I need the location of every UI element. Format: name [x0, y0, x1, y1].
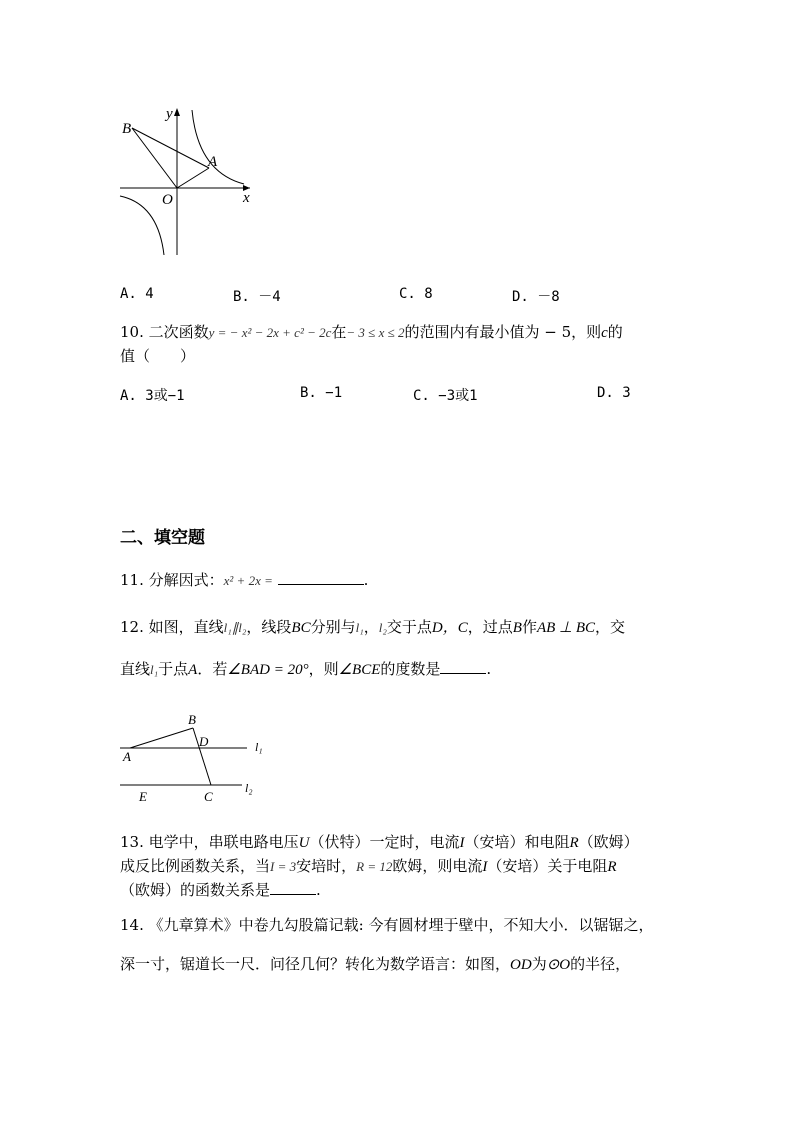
q14-stem-line1: 14. 《九章算术》中卷九勾股篇记载: 今有圆材埋于壁中，不知大小．以锯锯之，: [120, 916, 654, 934]
q14-segment-od: OD: [510, 957, 532, 973]
label-c: C: [204, 789, 213, 804]
q13-l3-a: （欧姆）的函数关系是: [120, 881, 271, 899]
q10-stem-line1: [120, 322, 623, 343]
q13-l2-var-r: R: [607, 859, 617, 875]
q10-range: − 3 ≤ x ≤ 2: [346, 325, 405, 340]
q12-text-b: 分别与: [310, 618, 356, 636]
label-a: A: [208, 154, 218, 170]
q12-l2-prefix: 直线: [120, 660, 151, 678]
q13-l2-c: 欧姆，则电流: [392, 857, 483, 875]
q12-angle-bad: ∠BAD = 20°: [227, 662, 309, 678]
q14-l2-c: 的半径，: [570, 955, 631, 973]
q12-text-e: ，过点: [467, 618, 513, 636]
q13-end: .: [316, 881, 321, 899]
q11-prefix: 11. 分解因式：: [120, 571, 224, 589]
q13-l1-c: （安培）和电阻: [464, 833, 570, 851]
q12-l2-c: ，则: [308, 660, 339, 678]
q9-option-d: D. －8: [512, 289, 560, 305]
q11-answer-blank[interactable]: [278, 570, 364, 585]
q11-formula: x² + 2x =: [223, 573, 273, 588]
label-b: B: [188, 712, 196, 727]
q13-l2-b: 安培时，: [296, 857, 357, 875]
q12-l2-line: l₁: [150, 662, 159, 677]
label-o: O: [162, 192, 173, 208]
label-a: A: [123, 749, 131, 764]
q14-l2-a: 深一寸，锯道长一尺．问径几何？转化为数学语言：如图，: [120, 955, 511, 973]
label-x: x: [243, 190, 250, 206]
label-l1: l₁: [255, 740, 263, 754]
segment-ab: [130, 728, 193, 748]
q13-l2-a: 成反比例函数关系，当: [120, 857, 271, 875]
q12-text-d: 交于点: [386, 618, 432, 636]
q10-prefix: 10. 二次函数: [120, 323, 209, 341]
label-l2: l₂: [245, 781, 253, 795]
q13-var-u: U: [298, 835, 310, 851]
q14-circle-o: ⊙O: [546, 957, 571, 973]
q9-figure: [110, 100, 270, 260]
q13-l1-b: （伏特）一定时，电流: [309, 833, 460, 851]
q12-prefix: 12. 如图，直线: [120, 618, 224, 636]
segment-ba: [132, 128, 209, 168]
q11-end: .: [363, 571, 369, 589]
q12-answer-blank[interactable]: [440, 659, 486, 674]
q12-figure: [115, 708, 275, 808]
q10-mid2: 的范围内有最小值为 − 5，则: [404, 323, 602, 341]
q9-option-c: C. 8: [399, 286, 433, 302]
q12-point-a: A: [188, 662, 198, 678]
q12-perp: AB ⊥ BC: [536, 620, 596, 636]
label-d: D: [199, 734, 209, 749]
q13-r-equals-12: R = 12: [356, 859, 393, 874]
q12-text-f: 作: [521, 618, 537, 636]
q10-formula: y = − x² − 2x + c² − 2c: [208, 325, 332, 340]
q13-stem-line1: [120, 832, 639, 853]
q12-stem-line1: [120, 617, 625, 638]
q13-var-i: I: [459, 835, 465, 851]
q10-mid1: 在: [331, 323, 347, 341]
q12-angle-bce: ∠BCE: [338, 662, 381, 678]
q10-option-d: D. 3: [597, 385, 631, 401]
q12-l2: l₂: [378, 620, 387, 635]
q11-stem: [120, 570, 368, 591]
q13-l1-a: 13. 电学中，串联电路电压: [120, 833, 299, 851]
hyperbola-upper-branch: [192, 110, 244, 184]
label-b: B: [122, 121, 132, 137]
q14-l2-b: 为: [531, 955, 547, 973]
q12-text-c: ，: [363, 618, 379, 636]
q9-option-a: A. 4: [120, 286, 154, 302]
label-e: E: [139, 789, 147, 804]
q10-option-c: C. −3或1: [413, 388, 478, 404]
q10-option-a: A. 3或−1: [120, 388, 185, 404]
q13-l1-d: （欧姆）: [578, 833, 639, 851]
y-axis-arrow: [174, 108, 180, 116]
q13-stem-line3: [120, 880, 321, 900]
q12-l2-a: 于点: [158, 660, 189, 678]
q13-stem-line2: [120, 856, 617, 877]
q10-suffix: 的: [607, 323, 623, 341]
q12-l1: l₁: [355, 620, 364, 635]
q10-stem-line2: 值（ ）: [120, 347, 196, 365]
q10-option-b: B. −1: [300, 385, 343, 401]
segment-ob: [132, 128, 177, 188]
section-title: 二、填空题: [120, 528, 205, 548]
q9-option-b: B. －4: [233, 289, 281, 305]
q12-point-b: B: [512, 620, 522, 636]
q13-l2-d: （安培）关于电阻: [487, 857, 608, 875]
q12-l2-b: ．若: [197, 660, 228, 678]
q10-var-c: c: [601, 325, 608, 341]
q12-stem-line2: [120, 659, 491, 680]
segment-oa: [177, 168, 209, 188]
q12-text-a: ，线段: [246, 618, 292, 636]
q13-var-r: R: [569, 835, 579, 851]
q13-l2-var-i: I: [482, 859, 488, 875]
q14-stem-line2: [120, 954, 630, 975]
q12-l2-d: 的度数是: [380, 660, 441, 678]
q12-text-g: ，交: [595, 618, 626, 636]
q13-answer-blank[interactable]: [270, 880, 316, 895]
label-y: y: [166, 106, 173, 122]
q13-i-equals-3: I = 3: [270, 859, 297, 874]
hyperbola-lower-branch: [120, 196, 164, 255]
q12-segment-bc: BC: [291, 620, 311, 636]
q12-parallel: l₁∥l₂: [223, 620, 247, 635]
q12-points-dc: D，C: [431, 620, 468, 636]
q12-end: .: [486, 660, 492, 678]
